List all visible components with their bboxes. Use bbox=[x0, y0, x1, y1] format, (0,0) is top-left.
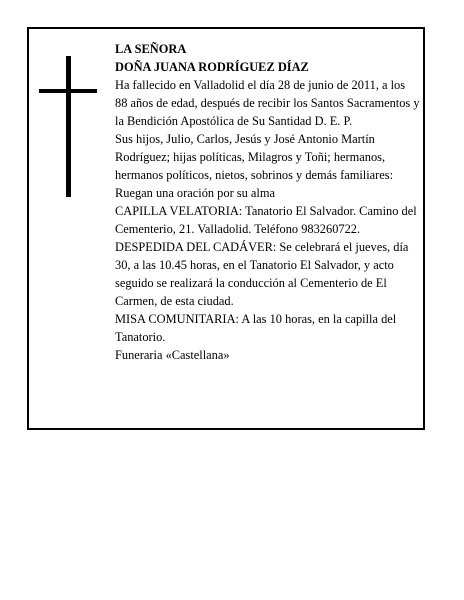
cross-horizontal-bar bbox=[39, 89, 97, 93]
wake-chapel-info: CAPILLA VELATORIA: Tanatorio El Salvador. Camino del Cementerio, 21. Valladolid. Teléfono 983260722. bbox=[115, 204, 417, 236]
deceased-name: DOÑA JUANA RODRÍGUEZ DÍAZ bbox=[115, 60, 309, 74]
farewell-info: DESPEDIDA DEL CADÁVER: Se celebrará el jueves, día 30, a las 10.45 horas, en el Tanatorio El Salvador, y acto seguido se realizará la conducción al Cementerio de El Carmen, de esta ciudad. bbox=[115, 240, 409, 308]
family-list: Sus hijos, Julio, Carlos, Jesús y José Antonio Martín Rodríguez; hijas políticas, Milagros y Toñi; hermanos, hermanos políticos, nietos, sobrinos y demás familiares: bbox=[115, 132, 394, 182]
prayer-request: Ruegan una oración por su alma bbox=[115, 186, 275, 200]
obituary-notice bbox=[27, 27, 425, 430]
notice-heading: LA SEÑORA bbox=[115, 42, 187, 56]
funeral-home: Funeraria «Castellana» bbox=[115, 348, 230, 362]
death-announcement: Ha fallecido en Valladolid el día 28 de junio de 2011, a los 88 años de edad, después de recibir los Santos Sacramentos y la Bendición Apostólica de Su Santidad D. E. P. bbox=[115, 78, 420, 128]
notice-text bbox=[115, 40, 420, 364]
cross-vertical-bar bbox=[66, 56, 71, 197]
community-mass-info: MISA COMUNITARIA: A las 10 horas, en la capilla del Tanatorio. bbox=[115, 312, 397, 344]
